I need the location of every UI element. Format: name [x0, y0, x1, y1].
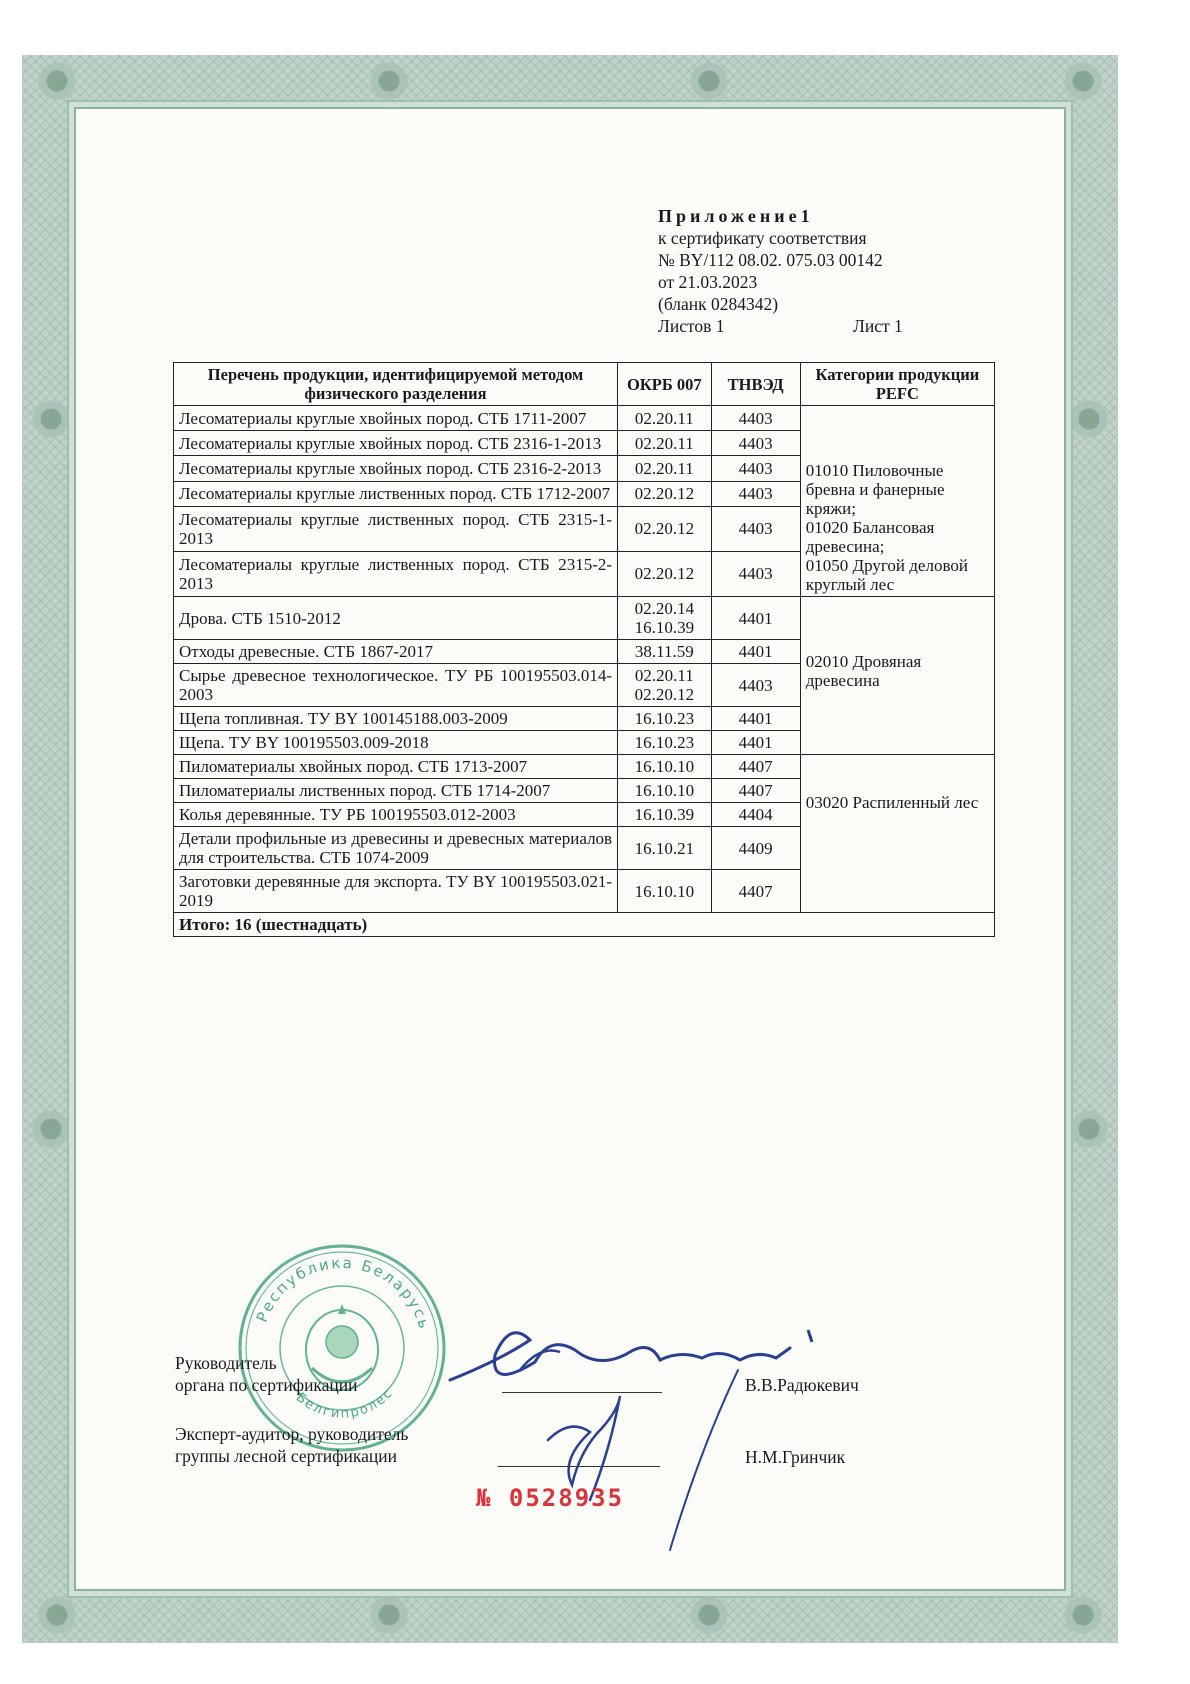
okrb-code: 02.20.12 [618, 506, 711, 551]
okrb-code: 02.20.12 [618, 481, 711, 506]
expert-title-line: Эксперт-аудитор, руководитель [175, 1424, 409, 1444]
product-name: Заготовки деревянные для экспорта. ТУ BY 100195503.021-2019 [174, 870, 618, 913]
border-ornament [24, 1105, 78, 1153]
tnved-code: 4403 [711, 506, 800, 551]
table-row [174, 406, 995, 431]
okrb-code: 38.11.59 [618, 640, 711, 664]
border-ornament [30, 57, 84, 105]
okrb-code: 16.10.23 [618, 731, 711, 755]
header-tnved: ТНВЭД [711, 363, 800, 406]
stamp-inner-text: Белгипролес [292, 1385, 397, 1422]
head-title [175, 1352, 358, 1396]
table-total-row [174, 913, 995, 937]
appendix-title: Приложение1 [658, 206, 814, 226]
border-ornament [1056, 1591, 1110, 1639]
expert-title-line: группы лесной сертификации [175, 1446, 397, 1466]
okrb-code: 16.10.23 [618, 707, 711, 731]
border-ornament [362, 57, 416, 105]
header-okrb: ОКРБ 007 [618, 363, 711, 406]
border-ornament [30, 1591, 84, 1639]
product-table [173, 362, 995, 937]
table-row [174, 597, 995, 640]
okrb-code [618, 597, 711, 640]
tnved-code: 4403 [711, 551, 800, 596]
expert-title [175, 1423, 408, 1467]
okrb-code-line: 16.10.39 [634, 618, 695, 637]
sheet-number: Лист 1 [853, 316, 903, 336]
tnved-code: 4403 [711, 481, 800, 506]
tnved-code: 4407 [711, 779, 800, 803]
okrb-code: 16.10.10 [618, 870, 711, 913]
okrb-code [618, 664, 711, 707]
pefc-category-roundwood [800, 406, 994, 597]
okrb-code: 02.20.11 [618, 431, 711, 456]
okrb-code: 16.10.39 [618, 803, 711, 827]
tnved-code: 4409 [711, 827, 800, 870]
product-name: Лесоматериалы круглые хвойных пород. СТБ 1711-2007 [174, 406, 618, 431]
category-line: 02010 Дровяная древесина [805, 652, 922, 690]
blank-reference: (бланк 0284342) [658, 294, 779, 314]
total-count: Итого: 16 (шестнадцать) [174, 913, 995, 937]
okrb-code-line: 02.20.12 [634, 685, 695, 704]
product-name: Детали профильные из древесины и древесных материалов для строительства. СТБ 1074-2009 [174, 827, 618, 870]
product-name: Дрова. СТБ 1510-2012 [174, 597, 618, 640]
category-line: 03020 Распиленный лес [805, 793, 979, 812]
expert-name: Н.М.Гринчик [745, 1447, 846, 1467]
header-pefc-category: Категории продукции PEFC [800, 363, 994, 406]
tnved-code: 4401 [711, 731, 800, 755]
category-line: 01050 Другой деловой круглый лес [805, 556, 968, 594]
okrb-code: 16.10.21 [618, 827, 711, 870]
border-ornament [362, 1591, 416, 1639]
head-title-line: Руководитель [175, 1353, 277, 1373]
pefc-category-fuelwood [800, 597, 994, 755]
tnved-code: 4403 [711, 431, 800, 456]
table-header-row [174, 363, 995, 406]
category-line: 01020 Балансовая древесина; [805, 518, 935, 556]
okrb-code: 02.20.11 [618, 406, 711, 431]
head-name: В.В.Радюкевич [745, 1375, 859, 1395]
sheet-count [658, 315, 998, 337]
product-name: Лесоматериалы круглые хвойных пород. СТБ 2316-1-2013 [174, 431, 618, 456]
tnved-code: 4403 [711, 406, 800, 431]
product-name: Сырье древесное технологическое. ТУ РБ 100195503.014-2003 [174, 664, 618, 707]
blank-number: № 0528935 [476, 1484, 625, 1512]
product-name: Лесоматериалы круглые лиственных пород. СТБ 1712-2007 [174, 481, 618, 506]
okrb-code: 16.10.10 [618, 755, 711, 779]
appendix-header [658, 205, 998, 337]
okrb-code: 02.20.12 [618, 551, 711, 596]
product-name: Лесоматериалы круглые лиственных пород. СТБ 2315-2-2013 [174, 551, 618, 596]
tnved-code: 4401 [711, 597, 800, 640]
certificate-date: от 21.03.2023 [658, 272, 758, 292]
product-name: Колья деревянные. ТУ РБ 100195503.012-2003 [174, 803, 618, 827]
border-ornament [24, 395, 78, 443]
appendix-ref-line: к сертификату соответствия [658, 228, 867, 248]
product-name: Лесоматериалы круглые лиственных пород. СТБ 2315-1-2013 [174, 506, 618, 551]
certificate-number: № BY/112 08.02. 075.03 00142 [658, 250, 883, 270]
tnved-code: 4401 [711, 640, 800, 664]
border-ornament [1062, 395, 1116, 443]
tnved-code: 4407 [711, 755, 800, 779]
border-ornament [682, 1591, 736, 1639]
product-name: Отходы древесные. СТБ 1867-2017 [174, 640, 618, 664]
okrb-code: 16.10.10 [618, 779, 711, 803]
handwritten-signatures [440, 1300, 840, 1560]
sheets-total: Листов 1 [658, 316, 725, 336]
product-name: Пиломатериалы хвойных пород. СТБ 1713-2007 [174, 755, 618, 779]
tnved-code: 4404 [711, 803, 800, 827]
header-product-list: Перечень продукции, идентифицируемой методом физического разделения [174, 363, 618, 406]
head-title-line: органа по сертификации [175, 1375, 358, 1395]
product-name: Пиломатериалы лиственных пород. СТБ 1714-2007 [174, 779, 618, 803]
pefc-category-sawn [800, 755, 994, 913]
tnved-code: 4403 [711, 456, 800, 481]
tnved-code: 4401 [711, 707, 800, 731]
product-name: Лесоматериалы круглые хвойных пород. СТБ 2316-2-2013 [174, 456, 618, 481]
tnved-code: 4403 [711, 664, 800, 707]
okrb-code-line: 02.20.11 [634, 666, 694, 685]
border-ornament [682, 57, 736, 105]
product-name: Щепа. ТУ BY 100195503.009-2018 [174, 731, 618, 755]
product-name: Щепа топливная. ТУ BY 100145188.003-2009 [174, 707, 618, 731]
border-ornament [1056, 57, 1110, 105]
okrb-code: 02.20.11 [618, 456, 711, 481]
okrb-code-line: 02.20.14 [634, 599, 695, 618]
table-row [174, 755, 995, 779]
tnved-code: 4407 [711, 870, 800, 913]
category-line: 01010 Пиловочные бревна и фанерные кряжи; [805, 461, 945, 518]
border-ornament [1062, 1105, 1116, 1153]
stamp-outer-text: Республика Беларусь [252, 1253, 434, 1333]
